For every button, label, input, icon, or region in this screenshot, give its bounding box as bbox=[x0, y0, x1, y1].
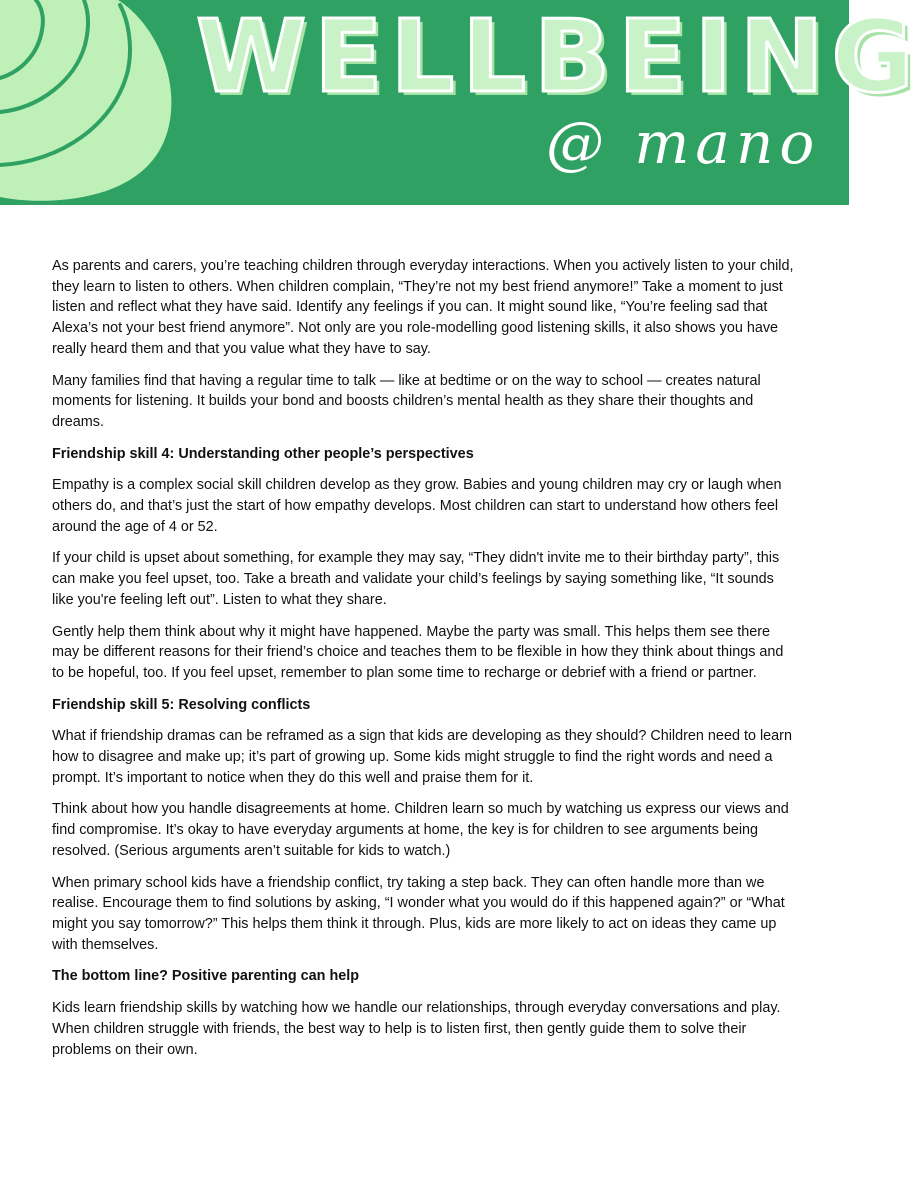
paragraph-validate-feelings: If your child is upset about something, for example they may say, “They didn't invite me to their birthday party”, this can make you feel upset, too. Take a breath and validate your child’s feelings by saying something like, “It sounds like you're feeling left out”. Listen to what they share. bbox=[52, 550, 780, 608]
banner-title: WELLBEING bbox=[196, 0, 922, 115]
swirl-decoration bbox=[0, 0, 200, 205]
header-banner bbox=[0, 0, 922, 205]
banner-subtitle: @ mano bbox=[546, 109, 821, 177]
heading-skill-4: Friendship skill 4: Understanding other people’s perspectives bbox=[52, 445, 474, 462]
article-body bbox=[52, 256, 798, 1071]
paragraph-think-why: Gently help them think about why it might have happened. Maybe the party was small. This helps them see there may be different reasons for their friend’s choice and teaches them to be flexible in how they think about things and to be hopeful, too. If you feel upset, remember to plan some time to recharge or debrief with a friend or partner. bbox=[52, 623, 784, 681]
paragraph-active-listening: As parents and carers, you’re teaching children through everyday interactions. When you actively listen to your child, they learn to listen to others. When children complain, “They’re not my best friend anymore!” Take a moment to just listen and reflect what they have said. Identify any feelings if you can. It might sound like, “You’re feeling sad that Alexa’s not your best friend anymore”. Not only are you role-modelling good listening skills, it also shows you have really heard them and that you value what they have to say. bbox=[52, 258, 794, 357]
paragraph-disagreements-home: Think about how you handle disagreements at home. Children learn so much by watching us express our views and find compromise. It’s okay to have everyday arguments at home, the key is for children to see arguments being resolved. (Serious arguments aren’t suitable for kids to watch.) bbox=[52, 801, 789, 859]
paragraph-summary: Kids learn friendship skills by watching how we handle our relationships, through everyday conversations and play. When children struggle with friends, the best way to help is to listen first, then gently guide them to solve their problems on their own. bbox=[52, 1000, 781, 1058]
paragraph-step-back: When primary school kids have a friendship conflict, try taking a step back. They can often handle more than we realise. Encourage them to find solutions by asking, “I wonder what you would do if this happened again?” or “What might you say tomorrow?” This helps them think it through. Plus, kids are more likely to act on ideas they came up with themselves. bbox=[52, 874, 785, 953]
heading-skill-5: Friendship skill 5: Resolving conflicts bbox=[52, 696, 311, 713]
paragraph-empathy: Empathy is a complex social skill children develop as they grow. Babies and young children may cry or laugh when others do, and that’s just the start of how empathy develops. Most children can start to understand how others feel around the age of 4 or 52. bbox=[52, 477, 782, 535]
paragraph-friendship-dramas: What if friendship dramas can be reframed as a sign that kids are developing as they should? Children need to learn how to disagree and make up; it’s part of growing up. Some kids might struggle to find the right words and need a prompt. It’s important to notice when they do this well and praise them for it. bbox=[52, 728, 792, 786]
heading-bottom-line: The bottom line? Positive parenting can help bbox=[52, 968, 360, 985]
paragraph-regular-talk-time: Many families find that having a regular time to talk — like at bedtime or on the way to school — creates natural moments for listening. It builds your bond and boosts children’s mental health as they share their thoughts and dreams. bbox=[52, 372, 761, 430]
